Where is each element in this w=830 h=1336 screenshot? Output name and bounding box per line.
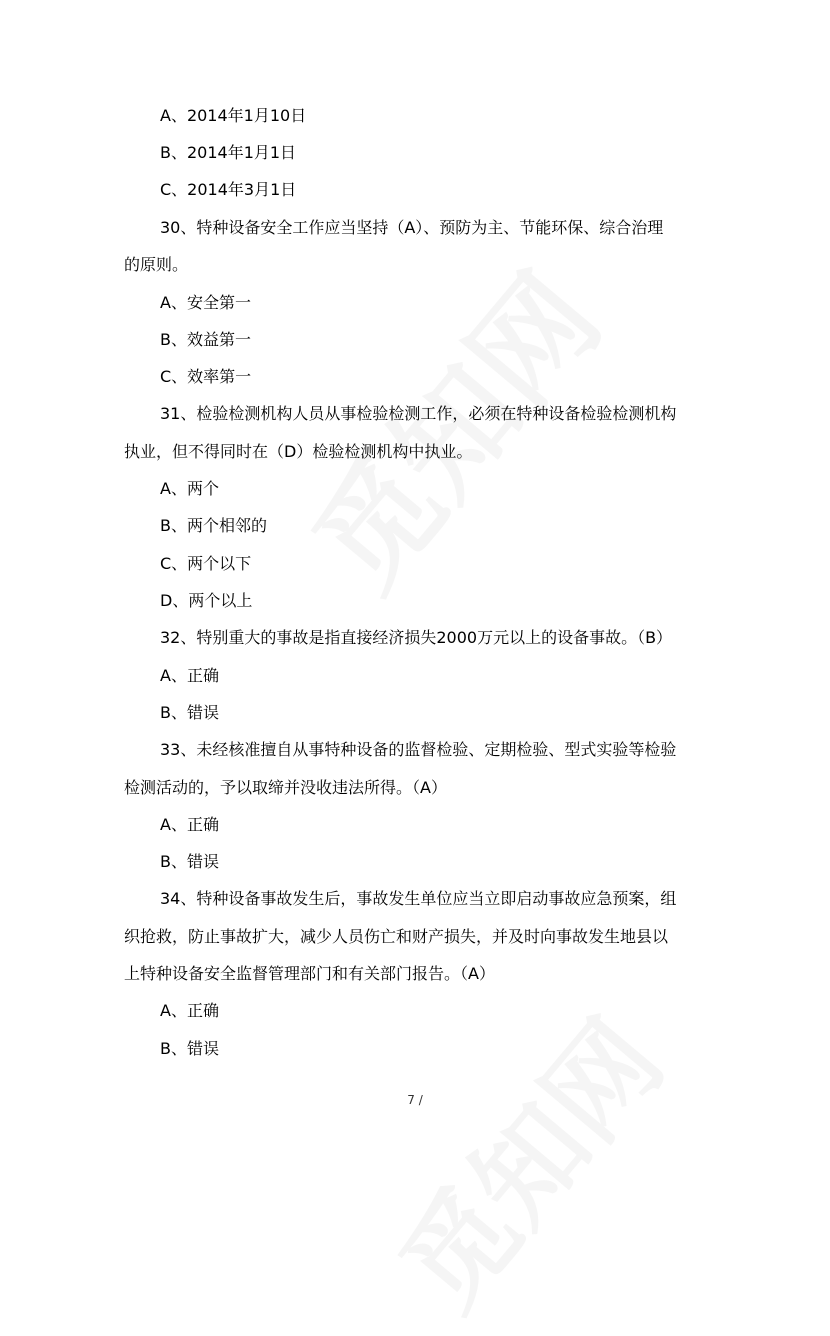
option-line: B、错误 — [160, 703, 219, 722]
question-34-cont: 上特种设备安全监督管理部门和有关部门报告。（A） — [124, 964, 495, 983]
option-line: B、两个相邻的 — [160, 516, 267, 535]
option-line: C、效率第一 — [160, 367, 252, 386]
option-line: C、2014年3月1日 — [160, 180, 297, 199]
question-32: 32、特别重大的事故是指直接经济损失2000万元以上的设备事故。（B） — [160, 628, 673, 647]
question-30: 30、特种设备安全工作应当坚持（A）、预防为主、节能环保、综合治理 — [160, 218, 664, 237]
option-line: D、两个以上 — [160, 591, 253, 610]
option-line: B、错误 — [160, 852, 219, 871]
question-33-cont: 检测活动的，予以取缔并没收违法所得。（A） — [124, 778, 447, 797]
question-30-cont: 的原则。 — [124, 255, 189, 274]
question-34: 34、特种设备事故发生后，事故发生单位应当立即启动事故应急预案，组 — [160, 889, 677, 908]
option-line: B、效益第一 — [160, 330, 251, 349]
page-number: 7 / — [407, 1093, 423, 1107]
option-line: A、两个 — [160, 479, 219, 498]
option-line: A、正确 — [160, 666, 219, 685]
option-line: A、安全第一 — [160, 293, 251, 312]
option-line: B、错误 — [160, 1039, 219, 1058]
question-31-cont: 执业，但不得同时在（D）检验检测机构中执业。 — [124, 442, 473, 461]
option-line: C、两个以下 — [160, 554, 252, 573]
option-line: A、正确 — [160, 1001, 219, 1020]
watermark-bottom — [358, 982, 691, 1336]
option-line: B、2014年1月1日 — [160, 143, 297, 162]
question-31: 31、检验检测机构人员从事检验检测工作，必须在特种设备检验检测机构 — [160, 404, 677, 423]
option-line: A、2014年1月10日 — [160, 106, 307, 125]
option-line: A、正确 — [160, 815, 219, 834]
question-34-cont: 织抢救，防止事故扩大，减少人员伤亡和财产损失，并及时向事故发生地县以 — [124, 927, 669, 946]
question-33: 33、未经核准擅自从事特种设备的监督检验、定期检验、型式实验等检验 — [160, 740, 677, 759]
